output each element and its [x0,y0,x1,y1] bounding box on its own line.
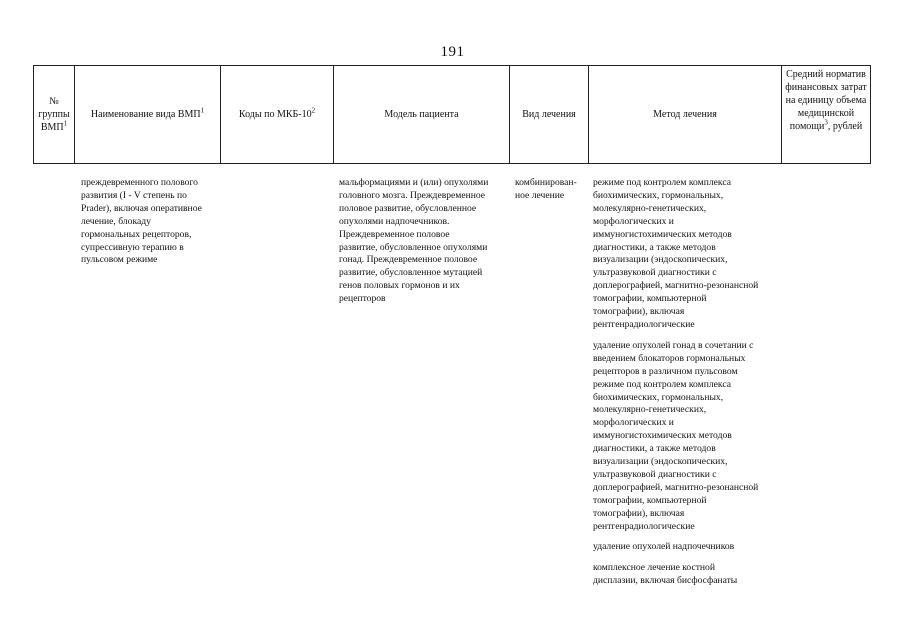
header-icd-codes [220,66,333,163]
header-patient-model [333,66,509,163]
row-treatment-type: комбинирован- ное лечение [515,177,577,201]
footnote-ref-1b: 1 [200,106,205,115]
row-vmp-name: преждевременного полового развития (I - V степень по Prader), включая оперативное лечение, блокаду гормональных рецепторов, супрессивную терапию в пульсовом режиме [81,177,202,266]
footnote-ref-1: 1 [63,119,68,128]
table-header [33,65,871,164]
page-number: 191 [440,44,465,60]
row-vmp-name-cell [81,177,229,275]
header-group-number-label: № группы ВМП [38,96,70,133]
header-group-number [33,66,74,163]
header-icd-codes-label: Коды по МКБ-10 [238,109,312,120]
header-treatment-method-label: Метод лечения [653,109,717,120]
footnote-ref-3: 3 [824,118,828,127]
header-treatment-type-label: Вид лечения [522,109,576,120]
header-avg-cost [781,66,871,163]
row-patient-model: мальформациями и (или) опухолями головного мозга. Преждевременное половое развитие, обусловленное опухолями надпочечников. Преждевременное половое развитие, обусловленное опухолями гонад. Преждевременное половое развитие, обусловленное мутацией генов половых гормонов и их рецепторов [339,177,489,305]
row-patient-model-cell [339,177,511,314]
header-treatment-method [588,66,781,163]
row-treatment-method-cell [593,177,788,596]
method-item: удаление опухолей гонад в сочетании с введением блокаторов гормональных рецепторов в различном пульсовом режиме под контролем комплекса биохимических, гормональных, молекулярно-генетических, морфологических и иммуногистохимических методов диагностики, а также методов визуализации (эндоскопических, ультразвуковой диагностики с доплерографией, магнитно-резонансной томографии, компьютерной томографии), включая рентгенрадиологические [593,339,759,532]
row-treatment-type-cell [515,177,589,211]
method-item: режиме под контролем комплекса биохимических, гормональных, молекулярно-генетических, морфологических и иммуногистохимических методов диагностики, а также методов визуализации (эндоскопических, ультразвуковой диагностики с доплерографией, магнитно-резонансной томографии, компьютерной томографии), включая рентгенрадиологические [593,177,759,330]
method-item: удаление опухолей надпочечников [593,541,735,553]
header-treatment-type [509,66,588,163]
header-vmp-name-label: Наименование вида ВМП [90,109,201,120]
footnote-ref-2: 2 [311,106,316,115]
header-avg-cost-label: Средний норматив финансовых затрат на единицу объема медицинской помощи [785,69,867,132]
header-vmp-name [74,66,220,163]
method-item: комплексное лечение костной дисплазии, включая бисфосфанаты [593,562,738,587]
header-patient-model-label: Модель пациента [384,109,459,120]
header-avg-cost-unit: , рублей [827,121,863,132]
